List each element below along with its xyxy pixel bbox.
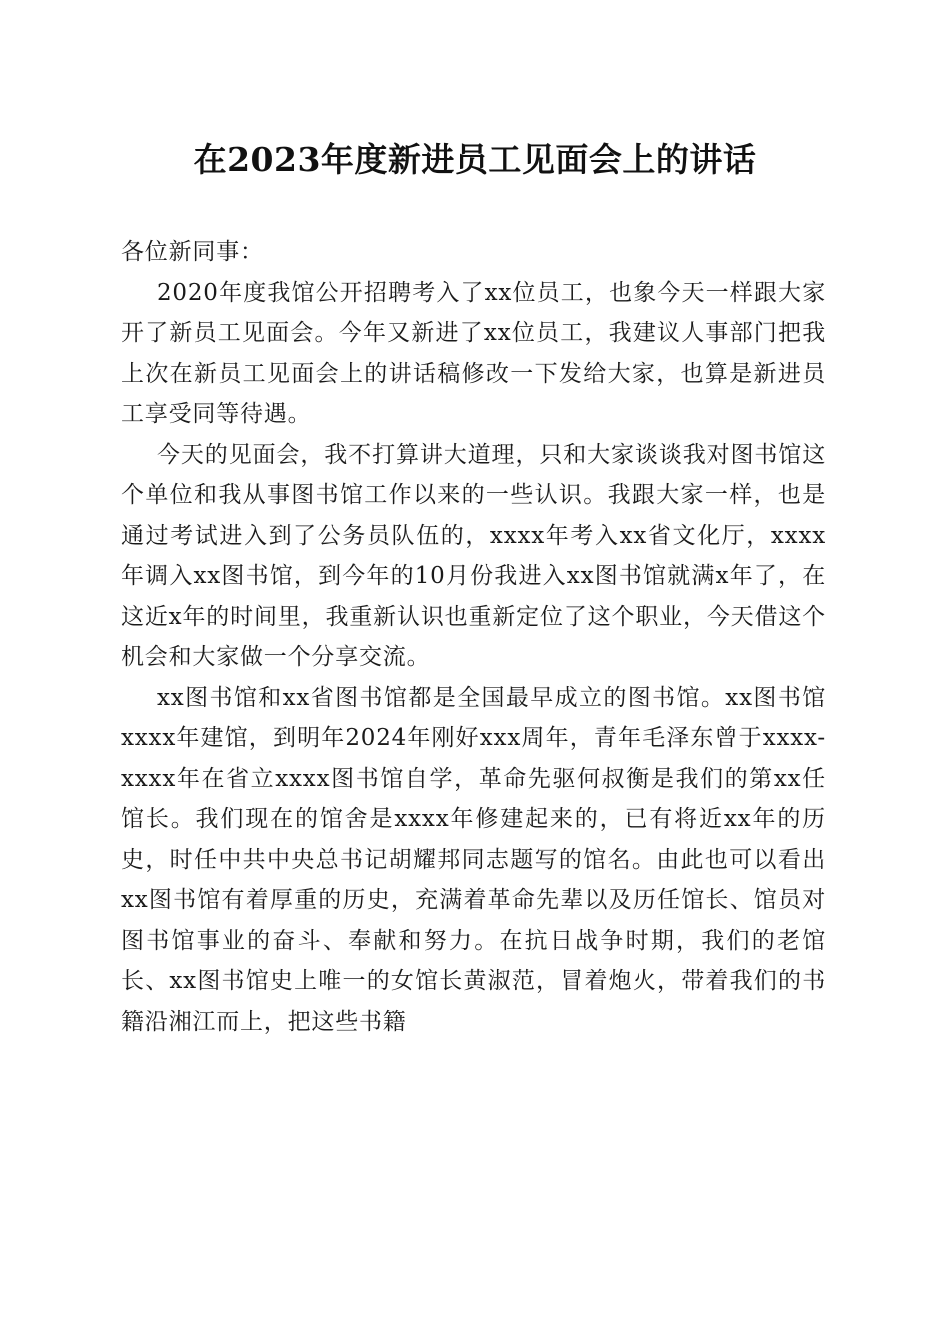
document-title: 在2023年度新进员工见面会上的讲话 xyxy=(193,140,757,179)
paragraph-2: 今天的见面会，我不打算讲大道理，只和大家谈谈我对图书馆这个单位和我从事图书馆工作以来的一些认识。我跟大家一样，也是通过考试进入到了公务员队伍的，xxxx年考入xx省文化厅，xxxx年调入xx图书馆，到今年的10月份我进入xx图书馆就满x年了，在这近x年的时间里，我重新认识也重新定位了这个职业，今天借这个机会和大家做一个分享交流。 xyxy=(121,441,826,670)
salutation: 各位新同事： xyxy=(121,239,264,265)
paragraph-1: 2020年度我馆公开招聘考入了xx位员工，也象今天一样跟大家开了新员工见面会。今年又新进了xx位员工，我建议人事部门把我上次在新员工见面会上的讲话稿修改一下发给大家，也算是新进员工享受同等待遇。 xyxy=(121,279,826,427)
document-body xyxy=(121,232,826,1042)
paragraph-3: xx图书馆和xx省图书馆都是全国最早成立的图书馆。xx图书馆xxxx年建馆，到明年2024年刚好xxx周年，青年毛泽东曾于xxxx-xxxx年在省立xxxx图书馆自学，革命先驱何叔衡是我们的第xx任馆长。我们现在的馆舍是xxxx年修建起来的，已有将近xx年的历史，时任中共中央总书记胡耀邦同志题写的馆名。由此也可以看出xx图书馆有着厚重的历史，充满着革命先辈以及历任馆长、馆员对图书馆事业的奋斗、奉献和努力。在抗日战争时期，我们的老馆长、xx图书馆史上唯一的女馆长黄淑范，冒着炮火，带着我们的书籍沿湘江而上，把这些书籍 xyxy=(121,684,826,1035)
